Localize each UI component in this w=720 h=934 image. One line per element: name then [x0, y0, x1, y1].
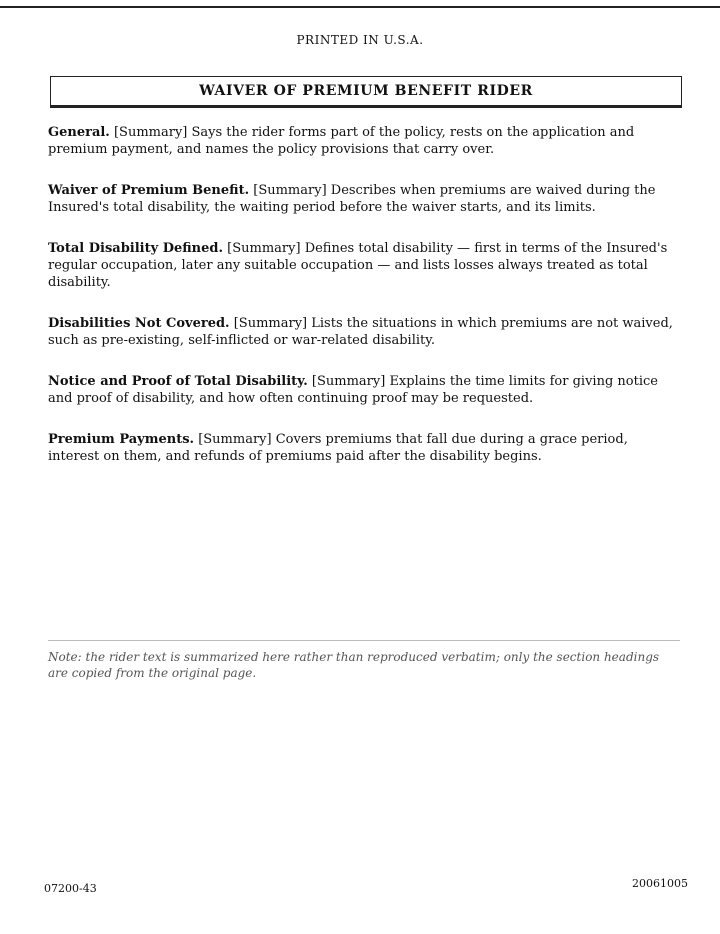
- section-total-disability-defined: [48, 240, 680, 291]
- printed-in-usa-label: PRINTED IN U.S.A.: [296, 33, 424, 47]
- top-rule: [0, 6, 720, 8]
- section-heading: Disabilities Not Covered.: [48, 316, 230, 331]
- section-premium-payments: [48, 431, 680, 465]
- section-summary: [Summary] Lists the situations in which premiums are not waived, such as pre-existing, self-inflicted or war-related disability.: [48, 316, 673, 348]
- summary-note: Note: the rider text is summarized here rather than reproduced verbatim; only the section headings are copied from the original page.: [48, 640, 680, 681]
- page-title: WAIVER OF PREMIUM BENEFIT RIDER: [199, 83, 533, 99]
- section-heading: Waiver of Premium Benefit.: [48, 183, 250, 198]
- section-heading: Premium Payments.: [48, 432, 195, 447]
- section-summary: [Summary] Says the rider forms part of the policy, rests on the application and premium payment, and names the policy provisions that carry over.: [48, 125, 635, 157]
- section-summary: [Summary] Covers premiums that fall due during a grace period, interest on them, and refunds of premiums paid after the disability begins.: [48, 432, 628, 464]
- section-notice-and-proof: [48, 373, 680, 407]
- form-number: 07200-43: [44, 882, 97, 895]
- section-summary: [Summary] Describes when premiums are waived during the Insured's total disability, the waiting period before the waiver starts, and its limits.: [48, 183, 656, 215]
- title-box: [50, 76, 682, 108]
- section-disabilities-not-covered: [48, 315, 680, 349]
- section-summary: [Summary] Explains the time limits for giving notice and proof of disability, and how often continuing proof may be requested.: [48, 374, 658, 406]
- date-code: 20061005: [632, 877, 688, 890]
- section-waiver-of-premium-benefit: [48, 182, 680, 216]
- section-heading: Notice and Proof of Total Disability.: [48, 374, 308, 389]
- document-body: [48, 124, 680, 489]
- section-general: [48, 124, 680, 158]
- section-heading: Total Disability Defined.: [48, 241, 224, 256]
- section-summary: [Summary] Defines total disability — first in terms of the Insured's regular occupation, later any suitable occupation — and lists losses always treated as total disability.: [48, 241, 668, 290]
- section-heading: General.: [48, 125, 110, 140]
